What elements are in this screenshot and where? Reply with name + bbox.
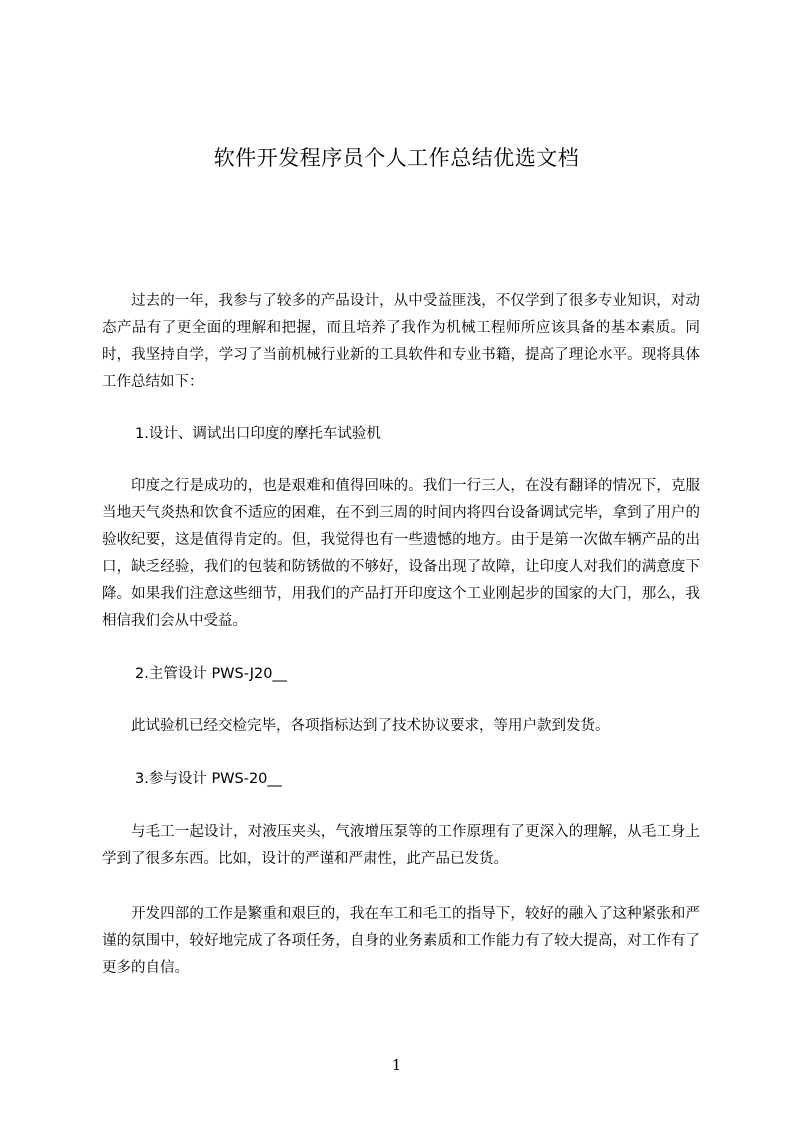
section-3-paragraph: 与毛工一起设计，对液压夹头，气液增压泵等的工作原理有了更深入的理解，从毛工身上学到了很多东西。比如，设计的严谨和严肃性，此产品已发货。 [102, 824, 700, 867]
section-3-heading: 3.参与设计 PWS-20__ [135, 771, 282, 787]
intro-paragraph: 过去的一年，我参与了较多的产品设计，从中受益匪浅，不仅学到了很多专业知识，对动态产品有了更全面的理解和把握，而且培养了我作为机械工程师所应该具备的基本素质。同时，我坚持自学，学习了当前机械行业新的工具软件和专业书籍，提高了理论水平。现将具体工作总结如下： [102, 293, 700, 390]
section-2-heading: 2.主管设计 PWS-J20__ [135, 666, 287, 682]
section-2-paragraph: 此试验机已经交检完毕，各项指标达到了技术协议要求，等用户款到发货。 [131, 718, 610, 734]
page-number: 1 [391, 1056, 402, 1074]
section-1-heading: 1.设计、调试出口印度的摩托车试验机 [135, 426, 381, 442]
closing-paragraph: 开发四部的工作是繁重和艰巨的，我在车工和毛工的指导下，较好的融入了这种紧张和严谨的氛围中，较好地完成了各项任务，自身的业务素质和工作能力有了较大提高，对工作有了更多的自信。 [102, 906, 700, 976]
page-title: 软件开发程序员个人工作总结优选文档 [213, 146, 580, 170]
section-1-paragraph: 印度之行是成功的，也是艰难和值得回味的。我们一行三人，在没有翻译的情况下，克服当地天气炎热和饮食不适应的困难，在不到三周的时间内将四台设备调试完毕，拿到了用户的验收纪要，这是值得肯定的。但，我觉得也有一些遗憾的地方。由于是第一次做车辆产品的出口，缺乏经验，我们的包装和防锈做的不够好，设备出现了故障，让印度人对我们的满意度下降。如果我们注意这些细节，用我们的产品打开印度这个工业刚起步的国家的大门，那么，我相信我们会从中受益。 [102, 478, 700, 629]
